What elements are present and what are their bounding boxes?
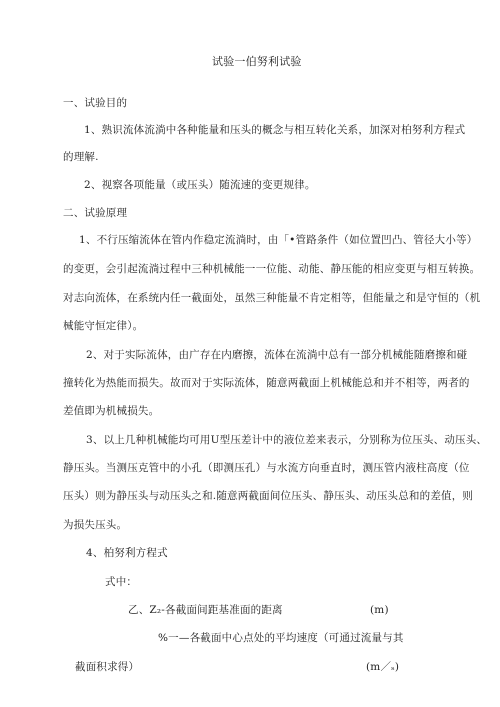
variable-u-description-line-2: 截面积求得）: [75, 661, 140, 673]
principle-p1-line-3: 对志向流体，在系统内任一截面处，虽然三种能量不肯定相等，但能量之和是守恒的（机: [63, 292, 481, 304]
principle-p1-line-1: 1、不行压缩流体在管内作稳定流淌时，由「•管路条件（如位置凹凸、管径大小等）: [79, 234, 478, 246]
principle-p1-line-2: 的变更，会引起流淌过程中三种机械能一一位能、动能、静压能的相应变更与相互转换。: [63, 263, 481, 275]
principle-p3-line-2: 静压头。当测压克管中的小孔（即测压孔）与水流方向垂直时，测压管内液柱高度（位: [63, 462, 470, 474]
purpose-item-2: 2、视察各项能量（或压头）随流速的变更规律。: [84, 179, 316, 191]
purpose-item-1-line-2: 的理解.: [63, 151, 99, 163]
principle-p2-line-2: 撞转化为热能而损失。故而对于实际流体，随意两截面上机械能总和并不相等，两者的: [63, 377, 470, 389]
principle-p2-line-1: 2、对于实际流体，由广存在内磨擦，流体在流淌中总有一部分机械能随磨擦和碰: [86, 349, 468, 361]
variable-z-description: 乙、Z₂-各截面间距基准面的距离: [128, 604, 283, 616]
section-heading-purpose: 一、试验目的: [63, 97, 128, 109]
principle-p3-line-3: 压头）则为静压头与动压头之和.随意两截面间位压头、静压头、动压头总和的差值，则: [63, 490, 474, 502]
document-title: 试验一伯努利试验: [212, 55, 302, 68]
equation-where-label: 式中：: [105, 576, 138, 588]
principle-p2-line-3: 差值即为机械损失。: [63, 405, 160, 417]
purpose-item-1-line-1: 1、熟识流体流淌中各种能量和压头的概念与相互转化关系，加深对柏努利方程式: [84, 124, 466, 136]
principle-p3-line-1: 3、以上几种机械能均可用U型压差计中的液位差来表示，分别称为位压头、动压头、: [86, 434, 488, 446]
principle-p1-line-4: 械能守恒定律）。: [63, 320, 144, 332]
principle-p4-heading: 4、柏努利方程式: [86, 547, 168, 559]
variable-z-unit: (m): [370, 604, 389, 616]
variable-u-description-line-1: %一—各截面中心点处的平均速度（可通过流量与其: [158, 632, 404, 644]
variable-u-unit: (m／ₛ): [366, 661, 400, 673]
section-heading-principle: 二、试验原理: [63, 207, 128, 219]
principle-p3-line-4: 为损失压头。: [63, 519, 128, 531]
